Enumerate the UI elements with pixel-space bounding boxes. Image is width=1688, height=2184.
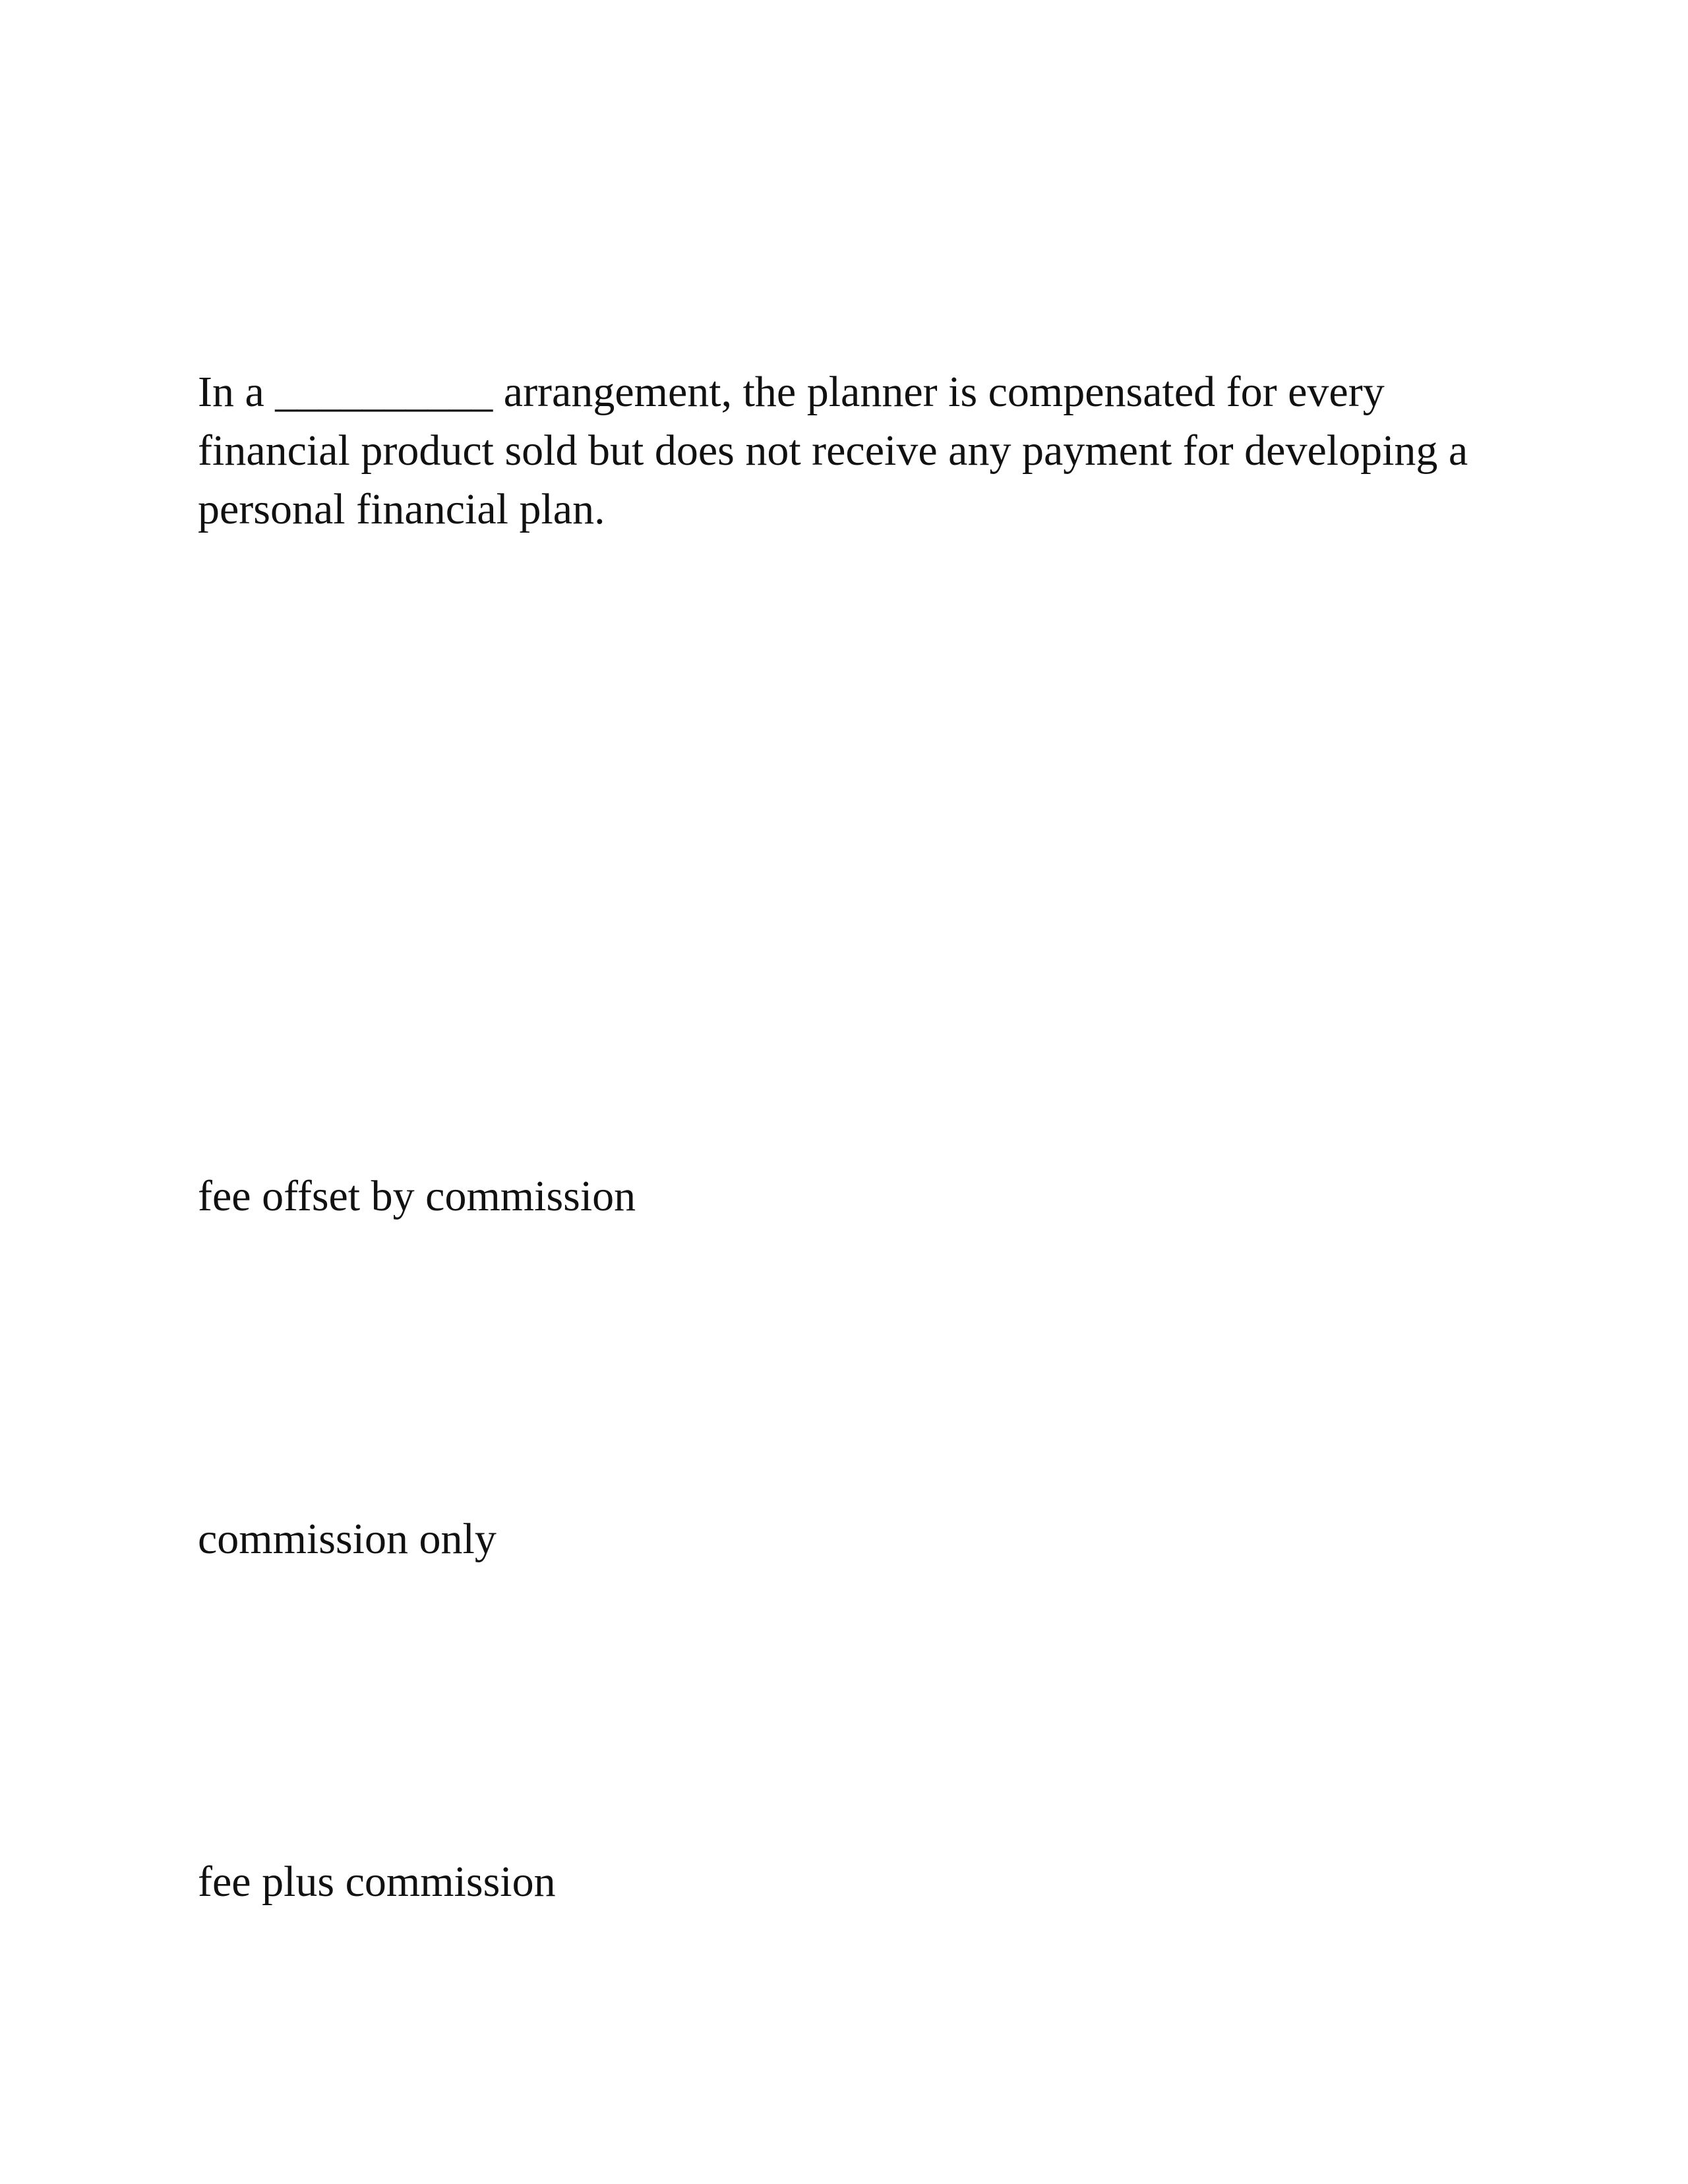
answer-option-commission-only[interactable]: commission only — [198, 1515, 497, 1563]
question-text: In a __________ arrangement, the planner is compensated for every financial product sold but does not receive any payment for developing a personal financial plan. — [198, 368, 1468, 533]
answer-option-fee-offset-by-commission[interactable]: fee offset by commission — [198, 1172, 636, 1220]
answer-option-fee-plus-commission[interactable]: fee plus commission — [198, 1858, 556, 1906]
